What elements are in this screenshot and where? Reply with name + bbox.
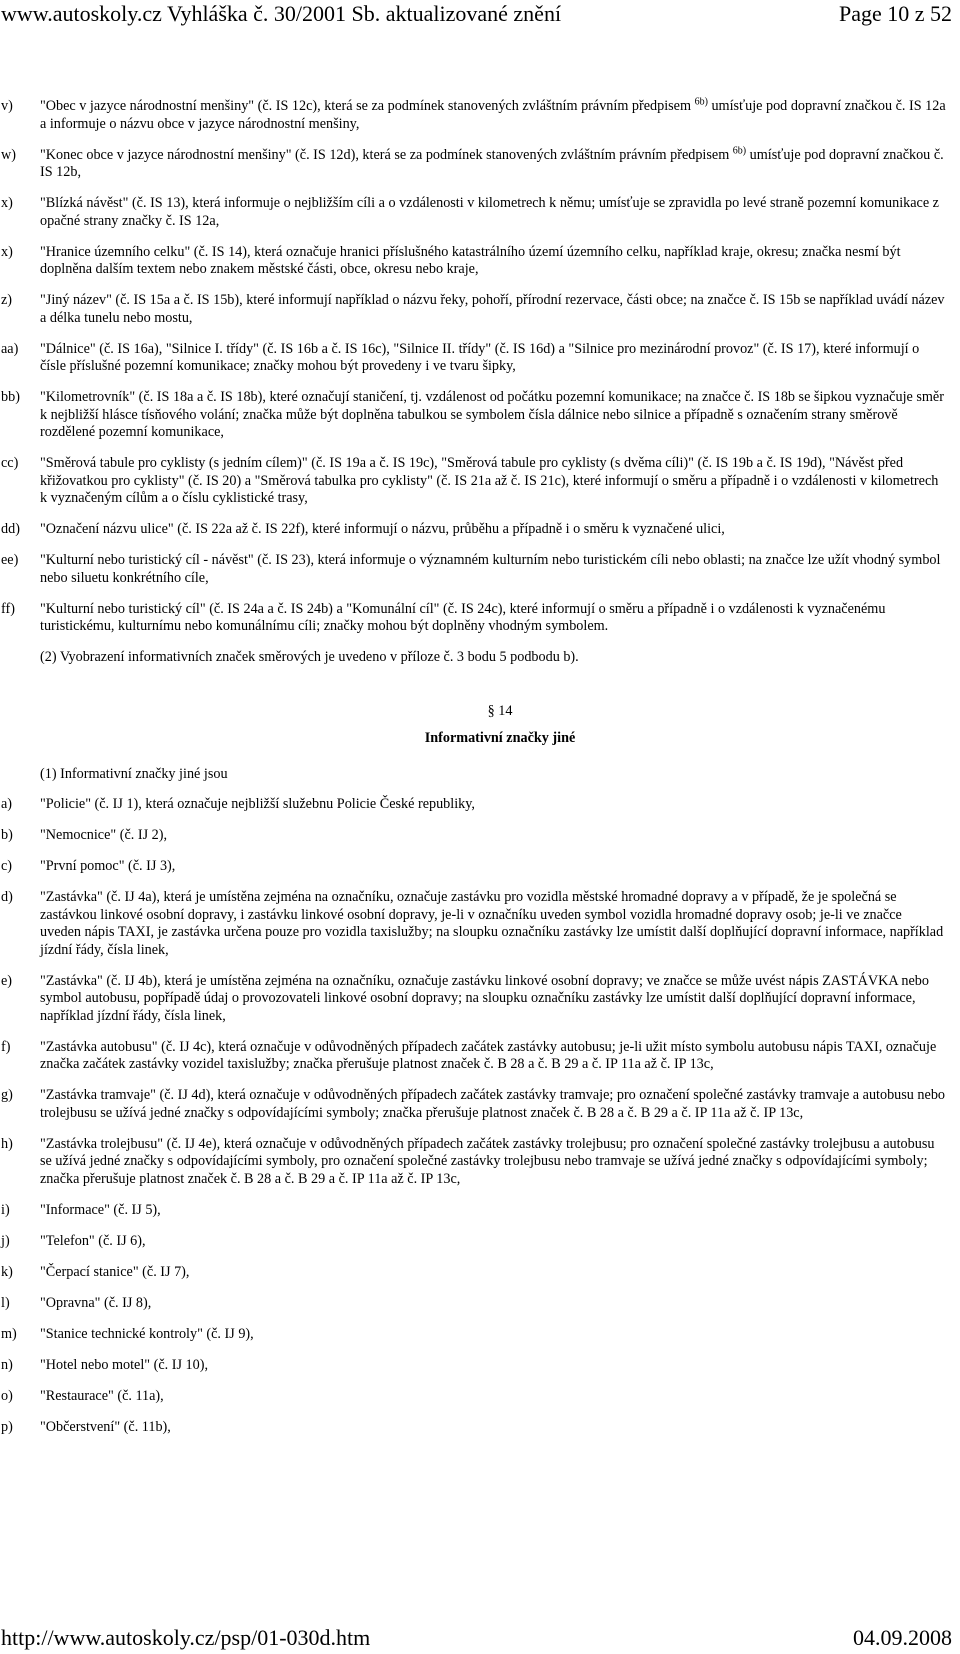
section-title: Informativní značky jiné bbox=[424, 730, 576, 746]
list-item-text: "Zastávka tramvaje" (č. IJ 4d), která označuje v odůvodněných případech začátek zastávky tramvaje; pro označení společné zastávky tramvaje a autobusu nebo trolejbusu se užívá jedné značky s odpovídajícími symboly; značka přerušuje platnost značek č. B 28 a č. B 29 a č. IP 11a až č. IP 13c, bbox=[40, 1087, 946, 1121]
list-item-marker: j) bbox=[1, 1232, 10, 1249]
header-title: www.autoskoly.cz Vyhláška č. 30/2001 Sb. aktualizované znění bbox=[1, 1, 562, 26]
page-counter: Page 10 z 52 bbox=[838, 1, 952, 26]
list-item bbox=[0, 1295, 960, 1313]
list-item-marker: ff) bbox=[1, 600, 15, 617]
list-item-text: "Policie" (č. IJ 1), která označuje nejbližší služebnu Policie České republiky, bbox=[40, 796, 475, 812]
list-item-text: "Blízká návěst" (č. IS 13), která informuje o nejbližším cíli a o vzdálenosti v kilometrech k němu; umísťuje se zpravidla po levé straně pozemní komunikace z opačné strany značky č. IS 12a, bbox=[40, 195, 939, 229]
list-item-marker: x) bbox=[1, 243, 13, 260]
page-footer bbox=[0, 1624, 960, 1654]
list-item-text: "Konec obce v jazyce národnostní menšiny" (č. IS 12d), která se za podmínek stanovených zvláštním právním předpisem $^{6b)}$ umísťuje pod dopravní značkou č. IS 12b, bbox=[40, 144, 944, 180]
list-item-marker: z) bbox=[1, 292, 13, 308]
list-item-marker: a) bbox=[1, 796, 13, 812]
list-item-text: "Zastávka autobusu" (č. IJ 4c), která označuje v odůvodněných případech začátek zastávky autobusu; je-li užit místo symbolu autobusu nápis TAXI, označuje značka začátek zastávky vozidel taxislužby; značka přerušuje platnost značek č. B 28 a č. B 29 a č. IP 11a až č. IP 13c, bbox=[40, 1038, 937, 1072]
list-item-text: "Čerpací stanice" (č. IJ 7), bbox=[40, 1263, 190, 1280]
section-number: § 14 bbox=[487, 702, 513, 719]
list-item bbox=[0, 521, 960, 539]
list-item-marker: w) bbox=[1, 146, 16, 163]
list-item-text: "Zastávka" (č. IJ 4a), která je umístěna zejména na označníku, označuje zastávku pro vozidla městské hromadné dopravy a v případě, že je společná se zastávkou linkové osobní dopravy, i zastávku linkové osobní dopravy, je-li v označníku uveden symbol vozidla hromadné dopravy osob; je-li ve značce uveden nápis TAXI, je zastávka určena pouze pro vozidla taxislužby; na sloupku označníku zastávky lze umístit další doplňující dopravní informace, například jízdní řády, čísla linek, bbox=[40, 889, 944, 958]
list-item bbox=[0, 1136, 960, 1189]
footnote-reference: 6b) bbox=[694, 96, 708, 108]
list-item bbox=[0, 1388, 960, 1406]
list-item-text: "Kulturní nebo turistický cíl - návěst" (č. IS 23), která informuje o významném kulturním nebo turistickém cíli nebo oblasti; na značce lze užít vhodný symbol nebo siluetu konkrétního cíle, bbox=[40, 552, 941, 586]
list-item-text: "Jiný název" (č. IS 15a a č. IS 15b), které informují například o názvu řeky, pohoří, přírodní rezervace, části obce; na značce č. IS 15b se například uvádí název a délka tunelu nebo mostu, bbox=[40, 292, 945, 326]
list-item bbox=[0, 601, 960, 636]
list-item-marker: cc) bbox=[1, 455, 19, 471]
list-item-marker: i) bbox=[1, 1201, 10, 1218]
list-item-marker: f) bbox=[1, 1038, 11, 1055]
list-item-text: "Označení názvu ulice" (č. IS 22a až č. IS 22f), které informují o názvu, průběhu a případně i o směru k vyznačené ulici, bbox=[40, 521, 725, 537]
list-item-text: "První pomoc" (č. IJ 3), bbox=[40, 858, 176, 874]
page-header bbox=[0, 0, 960, 40]
list-item-marker: c) bbox=[1, 858, 13, 874]
document-body bbox=[0, 98, 960, 1450]
list-a bbox=[0, 98, 960, 636]
list-item-marker: bb) bbox=[1, 389, 20, 405]
list-item-text: "Hranice územního celku" (č. IS 14), která označuje hranici příslušného katastrálního území územního celku, například kraje, okresu; značka nesmí být doplněna dalším textem nebo znakem městské části, obce, okresu nebo kraje, bbox=[40, 243, 901, 277]
list-item-text: "Hotel nebo motel" (č. IJ 10), bbox=[40, 1356, 208, 1373]
list-item-marker: o) bbox=[1, 1387, 13, 1404]
list-item bbox=[0, 827, 960, 845]
list-item bbox=[0, 144, 960, 182]
list-item bbox=[0, 98, 960, 133]
footer-url[interactable]: http://www.autoskoly.cz/psp/01-030d.htm bbox=[1, 1625, 371, 1650]
list-item bbox=[0, 796, 960, 814]
list-item-text: "Zastávka" (č. IJ 4b), která je umístěna zejména na označníku, označuje zastávku linkové osobní dopravy; ve značce se může uvést nápis ZASTÁVKA nebo symbol autobusu, popřípadě údaj o provozovateli linkové osobní dopravy; na sloupku označníku zastávky lze umístit další doplňující dopravní informace, například jízdní řády, čísla linek, bbox=[40, 972, 929, 1024]
list-item-marker: x) bbox=[1, 195, 13, 211]
footer-date: 04.09.2008 bbox=[853, 1625, 952, 1650]
list-item-marker: d) bbox=[1, 889, 13, 905]
list-item-marker: g) bbox=[1, 1087, 13, 1103]
list-item-marker: m) bbox=[1, 1325, 17, 1342]
paragraph-1: (1) Informativní značky jiné jsou bbox=[40, 765, 228, 782]
list-item-text: "Restaurace" (č. 11a), bbox=[40, 1387, 164, 1404]
list-item-text: "Občerstvení" (č. 11b), bbox=[40, 1418, 171, 1435]
list-item-text: "Opravna" (č. IJ 8), bbox=[40, 1294, 152, 1311]
list-item-marker: ee) bbox=[1, 552, 19, 568]
list-item-marker: h) bbox=[1, 1135, 13, 1152]
list-item-marker: l) bbox=[1, 1294, 10, 1311]
list-item-text: "Obec v jazyce národnostní menšiny" (č. IS 12c), která se za podmínek stanovených zvláštním právním předpisem $^{6b)}$ umísťuje pod dopravní značkou č. IS 12a a informuje o názvu obce v jazyce národnostní menšiny, bbox=[40, 96, 946, 132]
list-item bbox=[0, 341, 960, 376]
list-item-text: "Kilometrovník" (č. IS 18a a č. IS 18b), které označují staničení, tj. vzdálenost od počátku pozemní komunikace; na značce č. IS 18b se šipkou vyznačuje směr k nejbližší hlásce tísňového volání; značka může být doplněna tabulkou se symbolem čísla dálnice nebo silnice a případně s označením strany směrově rozdělené pozemní komunikace, bbox=[40, 389, 944, 440]
list-item-text: "Informace" (č. IJ 5), bbox=[40, 1201, 161, 1218]
list-item bbox=[0, 889, 960, 959]
list-item bbox=[0, 244, 960, 279]
footnote-reference: 6b) bbox=[732, 144, 747, 156]
paragraph-2: (2) Vyobrazení informativních značek směrových je uvedeno v příloze č. 3 bodu 5 podbodu b). bbox=[40, 649, 579, 665]
list-item-text: "Stanice technické kontroly" (č. IJ 9), bbox=[40, 1325, 254, 1342]
list-item bbox=[0, 1233, 960, 1251]
list-item bbox=[0, 455, 960, 508]
list-item bbox=[0, 1419, 960, 1437]
list-item-text: "Dálnice" (č. IS 16a), "Silnice I. třídy" (č. IS 16b a č. IS 16c), "Silnice II. třídy" (č. IS 16d) a "Silnice pro mezinárodní provoz" (č. IS 17), které informují o čísle příslušné pozemní komunikace; značky mohou být provedeny i ve tvaru šipky, bbox=[40, 340, 920, 374]
list-item bbox=[0, 552, 960, 587]
list-item bbox=[0, 973, 960, 1026]
list-item-text: "Zastávka trolejbusu" (č. IJ 4e), která označuje v odůvodněných případech začátek zastávky trolejbusu; pro označení společné zastávky trolejbusu a autobusu se užívá jedné značky s odpovídajícími symboly, pro označení společné zastávky trolejbusu nebo tramvaje se užívá jedné značky s odpovídajícími symboly; značka přerušuje platnost značek č. B 28 a č. B 29 a č. IP 11a až č. IP 13c, bbox=[40, 1135, 935, 1187]
list-item bbox=[0, 1326, 960, 1344]
list-item bbox=[0, 858, 960, 876]
list-b bbox=[0, 796, 960, 1436]
list-item bbox=[0, 389, 960, 442]
list-item-marker: dd) bbox=[1, 521, 20, 537]
list-item-text: "Směrová tabule pro cyklisty (s jedním cílem)" (č. IS 19a a č. IS 19c), "Směrová tabule pro cyklisty (s dvěma cíli)" (č. IS 19b a č. IS 19d), "Návěst před křižovatkou pro cyklisty" (č. IS 20) a "Směrová tabulka pro cyklisty" (č. IS 21a až č. IS 21c), které informují o směru a případně i o vzdálenosti v kilometrech k vyznačeným cílům a o číslu cyklistické trasy, bbox=[40, 455, 939, 506]
list-item-marker: v) bbox=[1, 98, 13, 114]
list-item-marker: e) bbox=[1, 972, 13, 989]
list-item bbox=[0, 1087, 960, 1122]
list-item-marker: aa) bbox=[1, 340, 19, 357]
list-item-marker: n) bbox=[1, 1356, 13, 1373]
list-item bbox=[0, 1357, 960, 1375]
list-item-text: "Nemocnice" (č. IJ 2), bbox=[40, 827, 168, 843]
list-item-text: "Kulturní nebo turistický cíl" (č. IS 24a a č. IS 24b) a "Komunální cíl" (č. IS 24c), které informují o směru a případně i o vzdálenosti k vyznačenému turistickému, kulturnímu nebo komunálnímu cíli; značky mohou být doplněny vhodným symbolem. bbox=[40, 600, 886, 634]
list-item-text: "Telefon" (č. IJ 6), bbox=[40, 1232, 146, 1249]
list-item-marker: b) bbox=[1, 827, 13, 843]
list-item bbox=[0, 1264, 960, 1282]
list-item-marker: p) bbox=[1, 1418, 13, 1435]
list-item-marker: k) bbox=[1, 1263, 13, 1280]
list-item bbox=[0, 1202, 960, 1220]
list-item bbox=[0, 1039, 960, 1074]
list-item bbox=[0, 195, 960, 230]
list-item bbox=[0, 292, 960, 327]
